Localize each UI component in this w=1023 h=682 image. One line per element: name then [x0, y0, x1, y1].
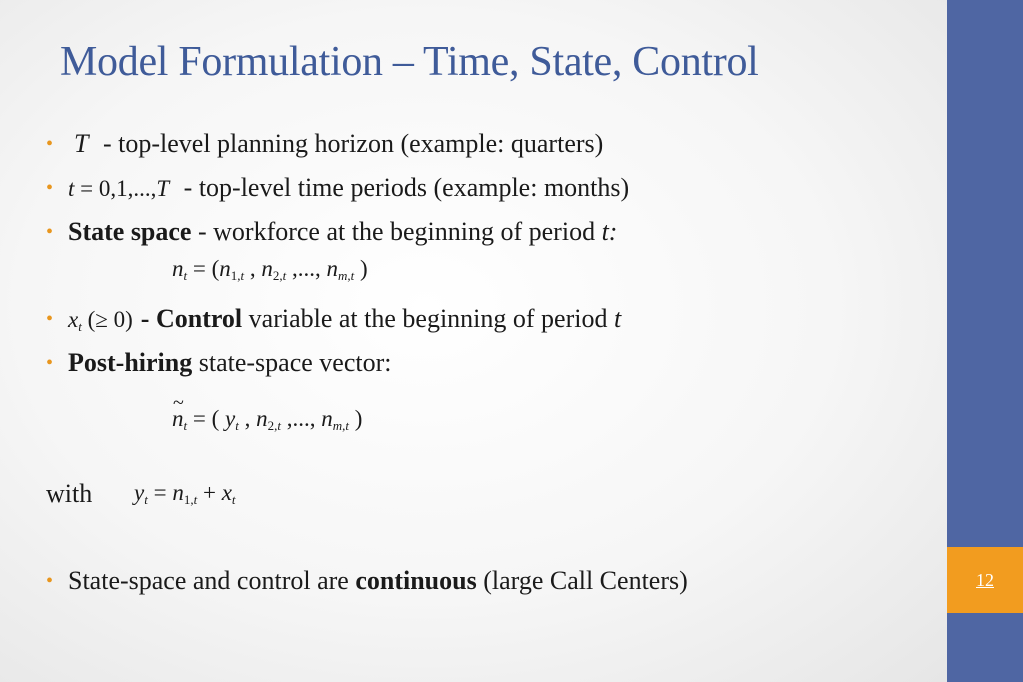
bullet-text: State-space and control are [68, 566, 356, 595]
bullet-horizon [46, 128, 603, 160]
with-line [46, 478, 92, 510]
math-time-set: t = 0,1,...,T [68, 176, 170, 201]
bullet-marker: • [46, 177, 54, 199]
bold-post-hiring: Post-hiring [68, 348, 193, 377]
bold-continuous: continuous [355, 566, 477, 595]
equation-y: $y_t = n_{1,t} + x_t$ [134, 480, 236, 507]
slide-title: Model Formulation – Time, State, Control [60, 39, 759, 85]
equation-state-vector: $n_t = (n_{1,t}$ , $n_{2,t}$ ,..., $n_{m,t}$ ) [172, 256, 368, 283]
bullet-text: - top-level planning horizon (example: quarters) [96, 129, 604, 158]
with-label: with [46, 479, 93, 508]
bold-control: - Control [140, 304, 243, 333]
math-control: $x_t$ (≥ 0) [68, 307, 133, 334]
bullet-control: • $x_t$ (≥ 0) - Control variable at the beginning of period t [46, 304, 622, 334]
bullet-marker: • [46, 308, 54, 330]
bullet-periods [46, 172, 629, 205]
bullet-marker: • [46, 221, 54, 243]
bullet-text: - top-level time periods (example: months) [177, 173, 630, 202]
bullet-marker: • [46, 352, 54, 374]
math-T: T [74, 129, 89, 158]
bullet-marker: • [46, 570, 54, 592]
bullet-marker: • [46, 133, 54, 155]
bullet-text: variable at the beginning of period [242, 304, 614, 333]
bullet-post-hiring [46, 347, 391, 379]
bullet-state-space: • State space - workforce at the beginning of period t: [46, 217, 618, 246]
page-number[interactable]: 12 [976, 569, 994, 590]
bullet-text: (large Call Centers) [476, 566, 688, 595]
bullet-text: state-space vector: [192, 348, 392, 377]
equation-post-hiring-vector: ~ $n_t$ = ( $y_t$ , $n_{2,t}$ ,..., $n_{m,t}$ ) [172, 406, 362, 434]
bullet-continuous [46, 565, 688, 597]
page-number-box [947, 547, 1023, 613]
bullet-text: - workforce at the beginning of period [191, 217, 602, 246]
bold-state-space: State space [68, 217, 192, 246]
